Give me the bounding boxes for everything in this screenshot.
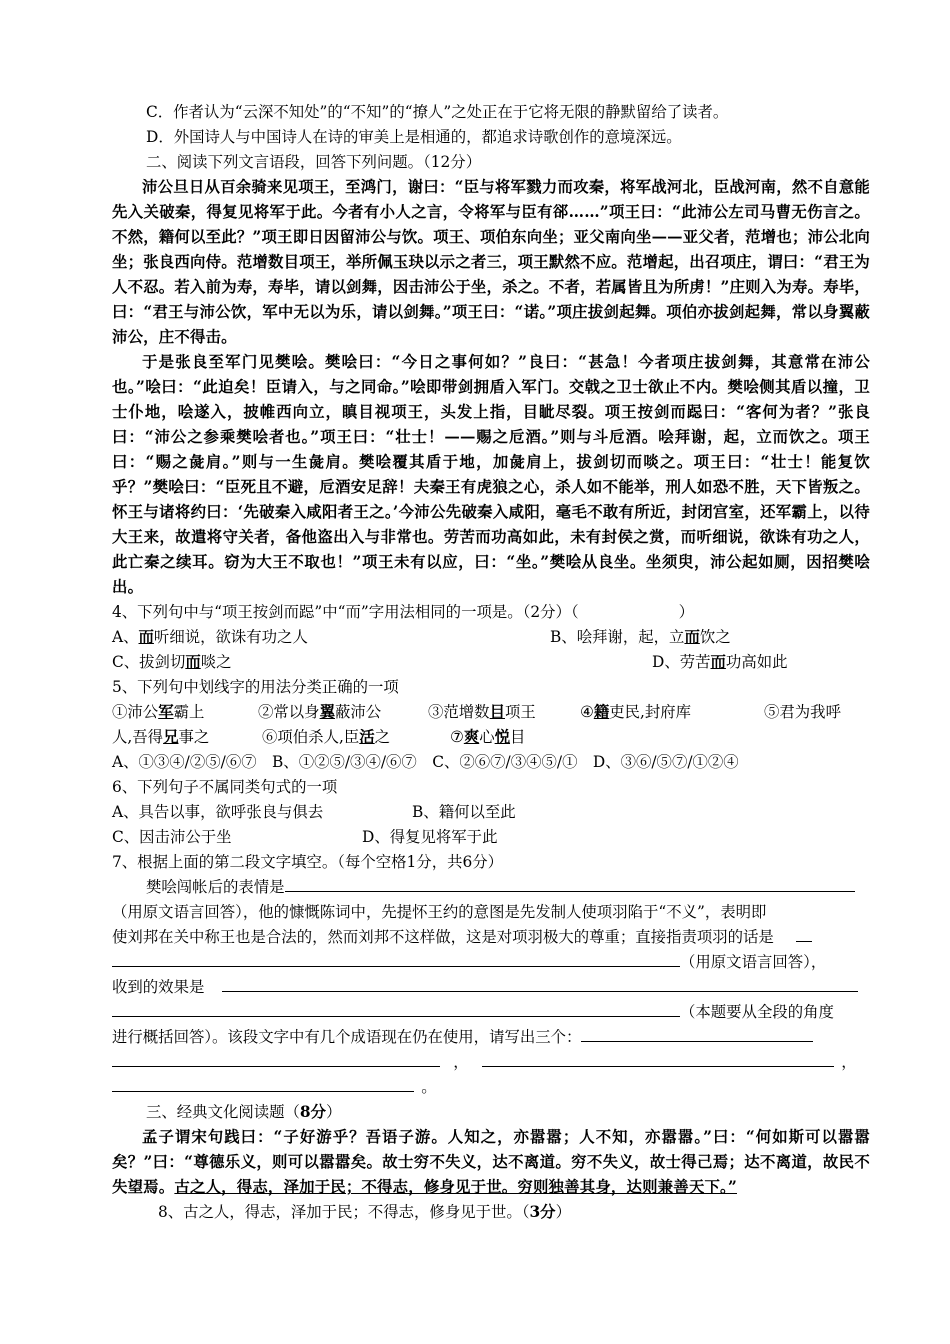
q7-stem: 7、根据上面的第二段文字填空。（每个空格1分，共6分） [112,853,504,871]
q6-option-a: A、具告以事，欲呼张良与俱去 [112,803,324,821]
section3-heading: 三、经典文化阅读题（8分） [146,1103,342,1121]
q4-option-a: A、而听细说，欲诛有功之人 [112,628,308,646]
q6-options-cd [112,825,870,850]
option-d: D．外国诗人与中国诗人在诗的审美上是相通的，都追求诗歌创作的意境深远。 [146,128,682,146]
q7-line-6: （本题要从全段的角度 [112,1000,870,1025]
q7-line-1: 樊哙闯帐后的表情是 [112,875,870,900]
q7-line-8: ， ， [112,1050,870,1075]
q4-stem [112,600,870,625]
option-c: C．作者认为“云深不知处”的“不知”的“撩人”之处正在于它将无限的静默留给了读者。 [146,103,729,121]
q5-items-1: ①沛公军霸上 ②常以身翼蔽沛公 ③范增数目项王 ④籍吏民,封府库 ⑤君为我呼 [112,703,841,721]
q4-option-b: B、哙拜谢，起，立而饮之 [550,628,731,646]
q4-option-d: D、劳苦而功高如此 [652,653,788,671]
q5-options: A、①③④/②⑤/⑥⑦ B、①②⑤/③④/⑥⑦ C、②⑥⑦/③④⑤/① D、③⑥/⑤⑦/①②④ [112,753,739,771]
answer-blank-effect-cont[interactable] [112,1000,680,1017]
q7-line-5: 收到的效果是 [112,975,870,1000]
answer-blank-idiom-3[interactable] [112,1075,414,1092]
answer-blank-accusation-start[interactable] [796,925,812,942]
q6-option-b: B、籍何以至此 [412,803,516,821]
q7-line-4: （用原文语言回答）， [112,950,870,975]
q4-options-ab [112,625,870,650]
q4-option-c: C、拔剑切而啖之 [112,653,232,671]
classical-passage-1: 沛公旦日从百余骑来见项王，至鸿门，谢曰：“臣与将军戮力而攻秦，将军战河北，臣战河南，然不自意能先入关破秦，得复见将军于此。今者有小人之言，令将军与臣有郤……”项王曰：“此沛公左司马曹无伤言之。不然，籍何以至此？”项王即日因留沛公与饮。项王、项伯东向坐；亚父南向坐——亚父者，范增也；沛公北向坐；张良西向侍。范增数目项王，举所佩玉玦以示之者三，项王默然不应。范增起，出召项庄，谓曰：“君王为人不忍。若入前为寿，寿毕，请以剑舞，因击沛公于坐，杀之。不者，若属皆且为所虏！”庄则入为寿。寿毕，曰：“君王与沛公饮，军中无以为乐，请以剑舞。”项王曰：“诺。”项庄拔剑起舞。项伯亦拔剑起舞，常以身翼蔽沛公，庄不得击。 [112,178,870,346]
q5-items-2: 人,吾得兄事之 ⑥项伯杀人,臣活之 ⑦爽心悦目 [112,728,526,746]
q4-options-cd [112,650,870,675]
section2-heading: 二、阅读下列文言语段，回答下列问题。（12分） [146,153,482,171]
q8-stem: 8、古之人，得志，泽加于民；不得志，修身见于世。（3分） [158,1203,571,1221]
q6-options-ab [112,800,870,825]
q7-line-7: 进行概括回答）。该段文字中有几个成语现在仍在使用，请写出三个： [112,1025,870,1050]
classical-passage-2: 于是张良至军门见樊哙。樊哙曰：“今日之事何如？”良曰：“甚急！今者项庄拔剑舞，其意常在沛公也。”哙曰：“此迫矣！臣请入，与之同命。”哙即带剑拥盾入军门。交戟之卫士欲止不内。樊哙侧其盾以撞，卫士仆地，哙遂入，披帷西向立，瞋目视项王，头发上指，目眦尽裂。项王按剑而跽曰：“客何为者？”张良曰：“沛公之参乘樊哙者也。”项王曰：“壮士！——赐之卮酒。”则与斗卮酒。哙拜谢，起，立而饮之。项王曰：“赐之彘肩。”则与一生彘肩。樊哙覆其盾于地，加彘肩上，拔剑切而啖之。项王曰：“壮士！能复饮乎？”樊哙曰：“臣死且不避，卮酒安足辞！夫秦王有虎狼之心，杀人如不能举，刑人如恐不胜，天下皆叛之。怀王与诸将约曰：‘先破秦入咸阳者王之。’今沛公先破秦入咸阳，毫毛不敢有所近，封闭宫室，还军霸上，以待大王来，故遣将守关者，备他盗出入与非常也。劳苦而功高如此，未有封侯之赏，而听细说，欲诛有功之人，此亡秦之续耳。窃为大王不取也！”项王未有以应，曰：“坐。”樊哙从良坐。坐须臾，沛公起如厕，因招樊哙出。 [112,353,870,596]
q6-stem: 6、下列句子不属同类句式的一项 [112,778,338,796]
answer-blank-idiom-1-cont[interactable] [112,1050,440,1067]
answer-blank-idiom-2[interactable] [482,1050,834,1067]
q7-line-3: 使刘邦在关中称王也是合法的，然而刘邦不这样做，这是对项羽极大的尊重；直接指责项羽的话是 [112,925,870,950]
q7-line-9: 。 [112,1075,870,1100]
answer-blank-accusation[interactable] [112,950,680,967]
mencius-passage: 孟子谓宋句践曰：“子好游乎？吾语子游。人知之，亦嚣嚣；人不知，亦嚣嚣。”曰：“何如斯可以嚣嚣矣？”曰：“尊德乐义，则可以嚣嚣矣。故士穷不失义，达不离道。穷不失义，故士得己焉；达不离道，故民不失望焉。古之人，得志，泽加于民；不得志，修身见于世。穷则独善其身，达则兼善天下。” [112,1128,870,1196]
q6-option-d: D、得复见将军于此 [362,828,498,846]
q6-option-c: C、因击沛公于坐 [112,828,232,846]
q4-paren: ） [678,603,695,621]
exam-page [112,100,870,1225]
q7-line-2: （用原文语言回答），他的慷慨陈词中，先提怀王约的意图是先发制人使项羽陷于“不义”，表明即 [112,903,767,921]
answer-blank-effect[interactable] [222,975,858,992]
q5-stem: 5、下列句中划线字的用法分类正确的一项 [112,678,399,696]
answer-blank-expression[interactable] [285,875,855,892]
q4-stem-text: 4、下列句中与“项王按剑而跽”中“而”字用法相同的一项是。（2分）（ [112,603,579,621]
answer-blank-idiom-1[interactable] [581,1025,813,1042]
